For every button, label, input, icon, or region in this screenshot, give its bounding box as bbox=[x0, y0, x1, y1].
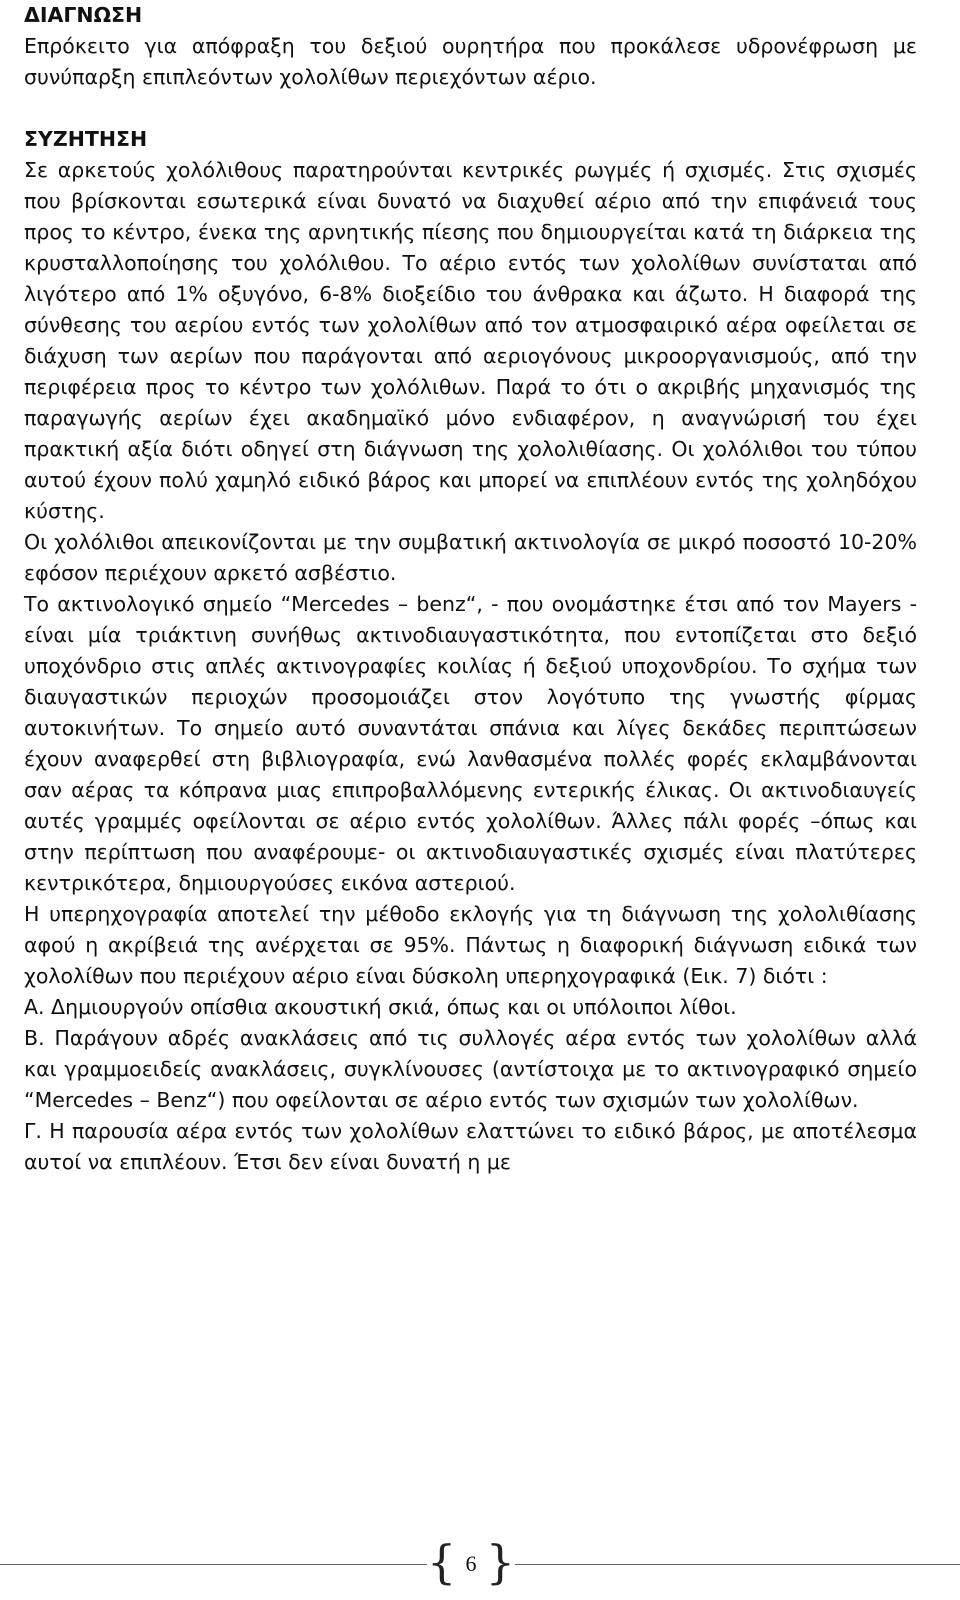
discussion-paragraph-ultrasound: Η υπερηχογραφία αποτελεί την μέθοδο εκλογής για τη διάγνωση της χολολιθίασης αφού η ακρίβειά της ανέρχεται σε 95%. Πάντως η διαφορική διάγνωση ειδικά των χολολίθων που περιέχουν αέριο είναι δύσκολη υπερηχογραφικά (Εικ. 7) διότι : bbox=[24, 902, 917, 988]
discussion-list-item-c: Γ. Η παρουσία αέρα εντός των χολολίθων ελαττώνει το ειδικό βάρος, με αποτέλεσμα αυτοί να επιπλέουν. Έτσι δεν είναι δυνατή η με bbox=[24, 1119, 917, 1174]
page-footer bbox=[0, 1535, 960, 1590]
discussion-list-item-b: Β. Παράγουν αδρές ανακλάσεις από τις συλλογές αέρα εντός των χολολίθων αλλά και γραμμοειδείς ανακλάσεις, συγκλίνουσες (αντίστοιχα με το ακτινογραφικό σημείο “Mercedes – Benz“) που οφείλονται σε αέριο εντός των σχισμών των χολολίθων. bbox=[24, 1026, 917, 1112]
right-brace: } bbox=[485, 1535, 515, 1589]
diagnosis-heading: ΔΙΑΓΝΩΣΗ bbox=[24, 3, 143, 27]
left-brace: { bbox=[427, 1535, 457, 1589]
diagnosis-text: Επρόκειτο για απόφραξη του δεξιού ουρητήρα που προκάλεσε υδρονέφρωση με συνύπαρξη επιπλεόντων χολολίθων περιεχόντων αέριο. bbox=[24, 34, 917, 89]
discussion-heading: ΣΥΖΗΤΗΣΗ bbox=[24, 127, 148, 151]
discussion-paragraph-radiography: Οι χολόλιθοι απεικονίζονται με την συμβατική ακτινολογία σε μικρό ποσοστό 10-20% εφόσον περιέχουν αρκετό ασβέστιο. bbox=[24, 530, 917, 585]
discussion-list-item-a: Α. Δημιουργούν οπίσθια ακουστική σκιά, όπως και οι υπόλοιποι λίθοι. bbox=[24, 995, 737, 1019]
discussion-paragraph-mercedes-sign: Το ακτινολογικό σημείο “Mercedes – benz“, - που ονομάστηκε έτσι από τον Mayers - είναι μία τριάκτινη συνήθως ακτινοδιαυγαστικότητα, που εντοπίζεται στο δεξιό υποχόνδριο στις απλές ακτινογραφίες κοιλίας ή δεξιού υποχονδρίου. Το σχήμα των διαυγαστικών περιοχών προσομοιάζει στον λογότυπο της γνωστής φίρμας αυτοκινήτων. Το σημείο αυτό συναντάται σπάνια και λίγες δεκάδες περιπτώσεων έχουν αναφερθεί στη βιβλιογραφία, ενώ λανθασμένα πολλές φορές εκλαμβάνονται σαν αέρας τα κόπρανα μιας επιπροβαλλόμενης εντερικής έλικας. Οι ακτινοδιαυγείς αυτές γραμμές οφείλονται σε αέριο εντός χολολίθων. Άλλες πάλι φορές –όπως και στην περίπτωση που αναφέρουμε- οι ακτινοδιαυγαστικές σχισμές είναι πλατύτερες κεντρικότερα, δημιουργούσες εικόνα αστεριού. bbox=[24, 592, 917, 895]
page-number-box bbox=[427, 1535, 515, 1589]
section-spacer bbox=[24, 93, 917, 124]
page-number: 6 bbox=[465, 1551, 477, 1576]
document-page bbox=[24, 0, 917, 1178]
discussion-paragraph-gas-composition: Σε αρκετούς χολόλιθους παρατηρούνται κεντρικές ρωγμές ή σχισμές. Στις σχισμές που βρίσκονται εσωτερικά είναι δυνατό να διαχυθεί αέριο από την επιφάνειά τους προς το κέντρο, ένεκα της αρνητικής πίεσης που δημιουργείται κατά τη διάρκεια της κρυσταλλοποίησης του χολόλιθου. Το αέριο εντός των χολολίθων συνίσταται από λιγότερο από 1% οξυγόνο, 6-8% διοξείδιο του άνθρακα και άζωτο. Η διαφορά της σύνθεσης του αερίου εντός των χολολίθων από τον ατμοσφαιρικό αέρα οφείλεται σε διάχυση των αερίων που παράγονται από αεριογόνους μικροοργανισμούς, από την περιφέρεια προς το κέντρο των χολόλιθων. Παρά το ότι ο ακριβής μηχανισμός της παραγωγής αερίων έχει ακαδημαϊκό μόνο ενδιαφέρον, η αναγνώρισή του έχει πρακτική αξία διότι οδηγεί στη διάγνωση της χολολιθίασης. Οι χολόλιθοι του τύπου αυτού έχουν πολύ χαμηλό ειδικό βάρος και μπορεί να επιπλέουν εντός της χοληδόχου κύστης. bbox=[24, 158, 917, 523]
